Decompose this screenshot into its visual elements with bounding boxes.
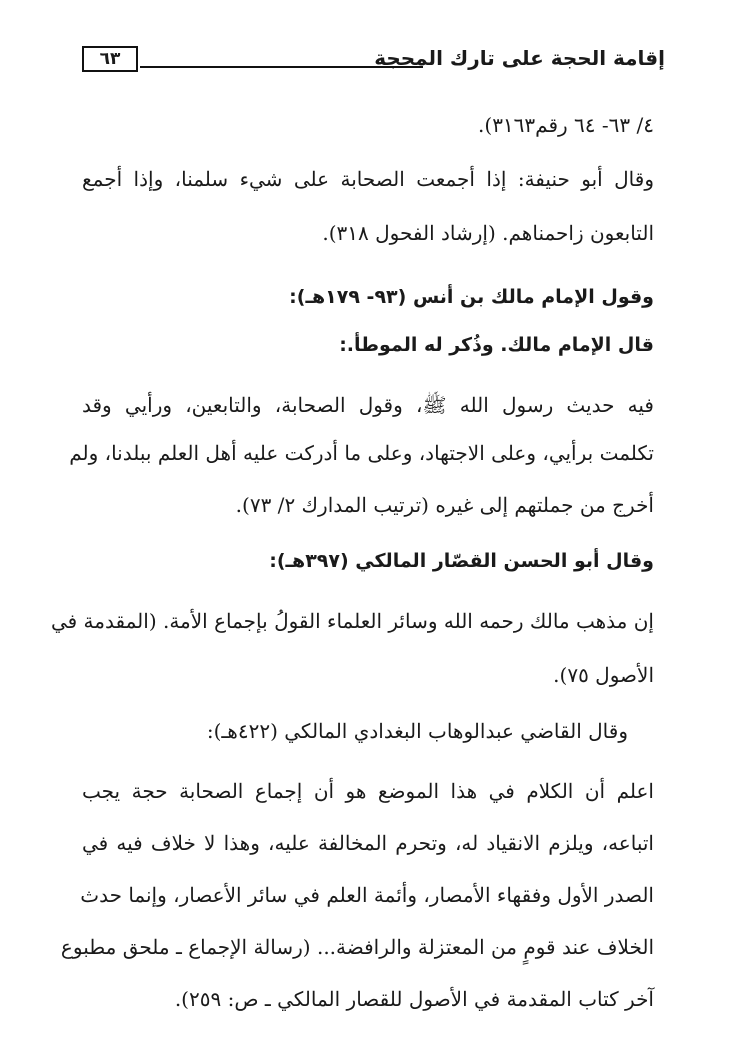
text-line: فيه حديث رسول الله ﷺ، وقول الصحابة، والتابعين، ورأيي وقد — [82, 393, 654, 417]
text-line: التابعون زاحمناهم. (إرشاد الفحول ٣١٨). — [322, 221, 654, 245]
page-number: ٦٣ — [82, 46, 138, 72]
text-line: اعلم أن الكلام في هذا الموضع هو أن إجماع الصحابة حجة يجب — [82, 779, 654, 803]
running-header — [82, 38, 665, 78]
text-line: اتباعه، ويلزم الانقياد له، وتحرم المخالفة عليه، وهذا لا خلاف فيه في — [82, 831, 654, 855]
text-line: ٤/ ٦٣- ٦٤ رقم٣١٦٣). — [478, 113, 654, 137]
section-heading: وقول الإمام مالك بن أنس (٩٣- ١٧٩هـ): — [289, 286, 654, 308]
section-heading: قال الإمام مالك. وذُكر له الموطأ.: — [339, 334, 654, 356]
text-line: إن مذهب مالك رحمه الله وسائر العلماء القولُ بإجماع الأمة. (المقدمة في — [50, 609, 654, 633]
text-line: آخر كتاب المقدمة في الأصول للقصار المالكي ـ ص: ٢٥٩). — [174, 987, 654, 1011]
text-line: وقال أبو حنيفة: إذا أجمعت الصحابة على شيء سلمنا، وإذا أجمع — [82, 167, 654, 191]
book-title: إقامة الحجة على تارك المحجة — [374, 46, 665, 70]
section-heading: وقال القاضي عبدالوهاب البغدادي المالكي (٤٢٢هـ): — [206, 719, 628, 743]
text-line: أخرج من جملتهم إلى غيره (ترتيب المدارك ٢/ ٧٣). — [235, 493, 654, 517]
header-rule — [140, 66, 423, 68]
text-line: تكلمت برأيي، وعلى الاجتهاد، وعلى ما أدركت عليه أهل العلم ببلدنا، ولم — [69, 441, 654, 465]
section-heading: وقال أبو الحسن القصّار المالكي (٣٩٧هـ): — [269, 550, 654, 572]
text-line: الأصول ٧٥). — [553, 663, 654, 687]
text-line: الصدر الأول وفقهاء الأمصار، وأئمة العلم في سائر الأعصار، وإنما حدث — [80, 883, 654, 907]
text-line: الخلاف عند قومٍ من المعتزلة والرافضة... (رسالة الإجماع ـ ملحق مطبوع — [60, 935, 654, 959]
